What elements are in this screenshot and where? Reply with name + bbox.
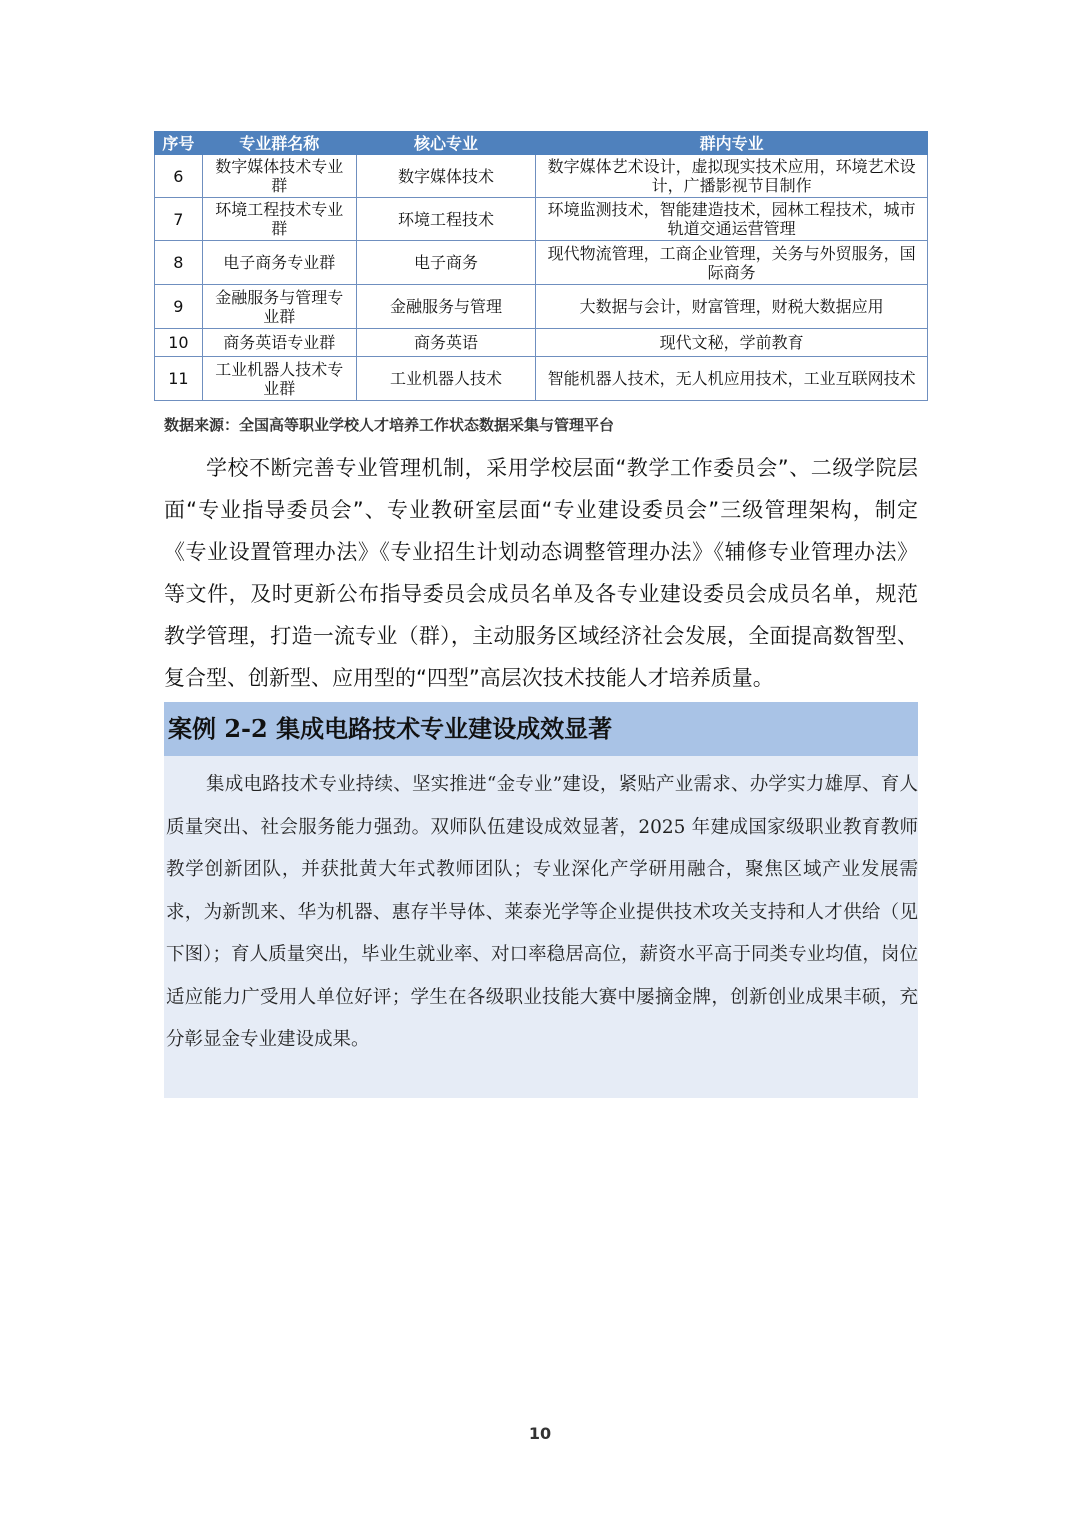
table-row <box>155 285 928 329</box>
cell-core-major: 工业机器人技术 <box>356 357 535 401</box>
cell-core-major: 环境工程技术 <box>356 198 535 241</box>
case-study-box <box>164 702 918 1098</box>
cell-member-majors: 大数据与会计，财富管理，财税大数据应用 <box>536 285 928 329</box>
cell-core-major: 数字媒体技术 <box>356 155 535 198</box>
cell-group-name: 电子商务专业群 <box>202 241 356 285</box>
cell-index: 10 <box>155 329 203 357</box>
table-row <box>155 329 928 357</box>
cell-member-majors: 现代物流管理，工商企业管理，关务与外贸服务，国际商务 <box>536 241 928 285</box>
header-group-name: 专业群名称 <box>202 132 356 155</box>
cell-member-majors: 环境监测技术，智能建造技术，园林工程技术，城市轨道交通运营管理 <box>536 198 928 241</box>
cell-member-majors: 数字媒体艺术设计，虚拟现实技术应用，环境艺术设计，广播影视节目制作 <box>536 155 928 198</box>
cell-core-major: 电子商务 <box>356 241 535 285</box>
cell-index: 11 <box>155 357 203 401</box>
cell-core-major: 金融服务与管理 <box>356 285 535 329</box>
table-row <box>155 198 928 241</box>
cell-member-majors: 现代文秘，学前教育 <box>536 329 928 357</box>
cell-index: 9 <box>155 285 203 329</box>
data-source-note: 数据来源：全国高等职业学校人才培养工作状态数据采集与管理平台 <box>164 416 615 434</box>
cell-group-name: 工业机器人技术专业群 <box>202 357 356 401</box>
table-row <box>155 155 928 198</box>
header-core-major: 核心专业 <box>356 132 535 155</box>
cell-group-name: 数字媒体技术专业群 <box>202 155 356 198</box>
case-study-title: 案例 2-2 集成电路技术专业建设成效显著 <box>164 702 918 756</box>
header-index: 序号 <box>155 132 203 155</box>
cell-group-name: 环境工程技术专业群 <box>202 198 356 241</box>
specialty-group-table <box>154 131 928 401</box>
cell-core-major: 商务英语 <box>356 329 535 357</box>
cell-member-majors: 智能机器人技术，无人机应用技术，工业互联网技术 <box>536 357 928 401</box>
body-paragraph: 学校不断完善专业管理机制，采用学校层面“教学工作委员会”、二级学院层面“专业指导委员会”、专业教研室层面“专业建设委员会”三级管理架构，制定《专业设置管理办法》《专业招生计划动态调整管理办法》《辅修专业管理办法》等文件，及时更新公布指导委员会成员名单及各专业建设委员会成员名单，规范教学管理，打造一流专业（群），主动服务区域经济社会发展，全面提高数智型、复合型、创新型、应用型的“四型”高层次技术技能人才培养质量。 <box>164 456 918 690</box>
cell-index: 6 <box>155 155 203 198</box>
cell-group-name: 金融服务与管理专业群 <box>202 285 356 329</box>
cell-index: 7 <box>155 198 203 241</box>
case-study-body: 集成电路技术专业持续、坚实推进“金专业”建设，紧贴产业需求、办学实力雄厚、育人质量突出、社会服务能力强劲。双师队伍建设成效显著，2025 年建成国家级职业教育教师教学创新团队，并获批黄大年式教师团队；专业深化产学研用融合，聚焦区域产业发展需求，为新凯来、华为机器、惠存半导体、莱泰光学等企业提供技术攻关支持和人才供给（见下图）；育人质量突出，毕业生就业率、对口率稳居高位，薪资水平高于同类专业均值，岗位适应能力广受用人单位好评；学生在各级职业技能大赛中屡摘金牌，创新创业成果丰硕，充分彰显金专业建设成果。 <box>166 774 918 1050</box>
cell-index: 8 <box>155 241 203 285</box>
header-member-majors: 群内专业 <box>536 132 928 155</box>
cell-group-name: 商务英语专业群 <box>202 329 356 357</box>
table-row <box>155 357 928 401</box>
page-number: 10 <box>528 1424 552 1443</box>
table-row <box>155 241 928 285</box>
table-header-row <box>155 132 928 155</box>
